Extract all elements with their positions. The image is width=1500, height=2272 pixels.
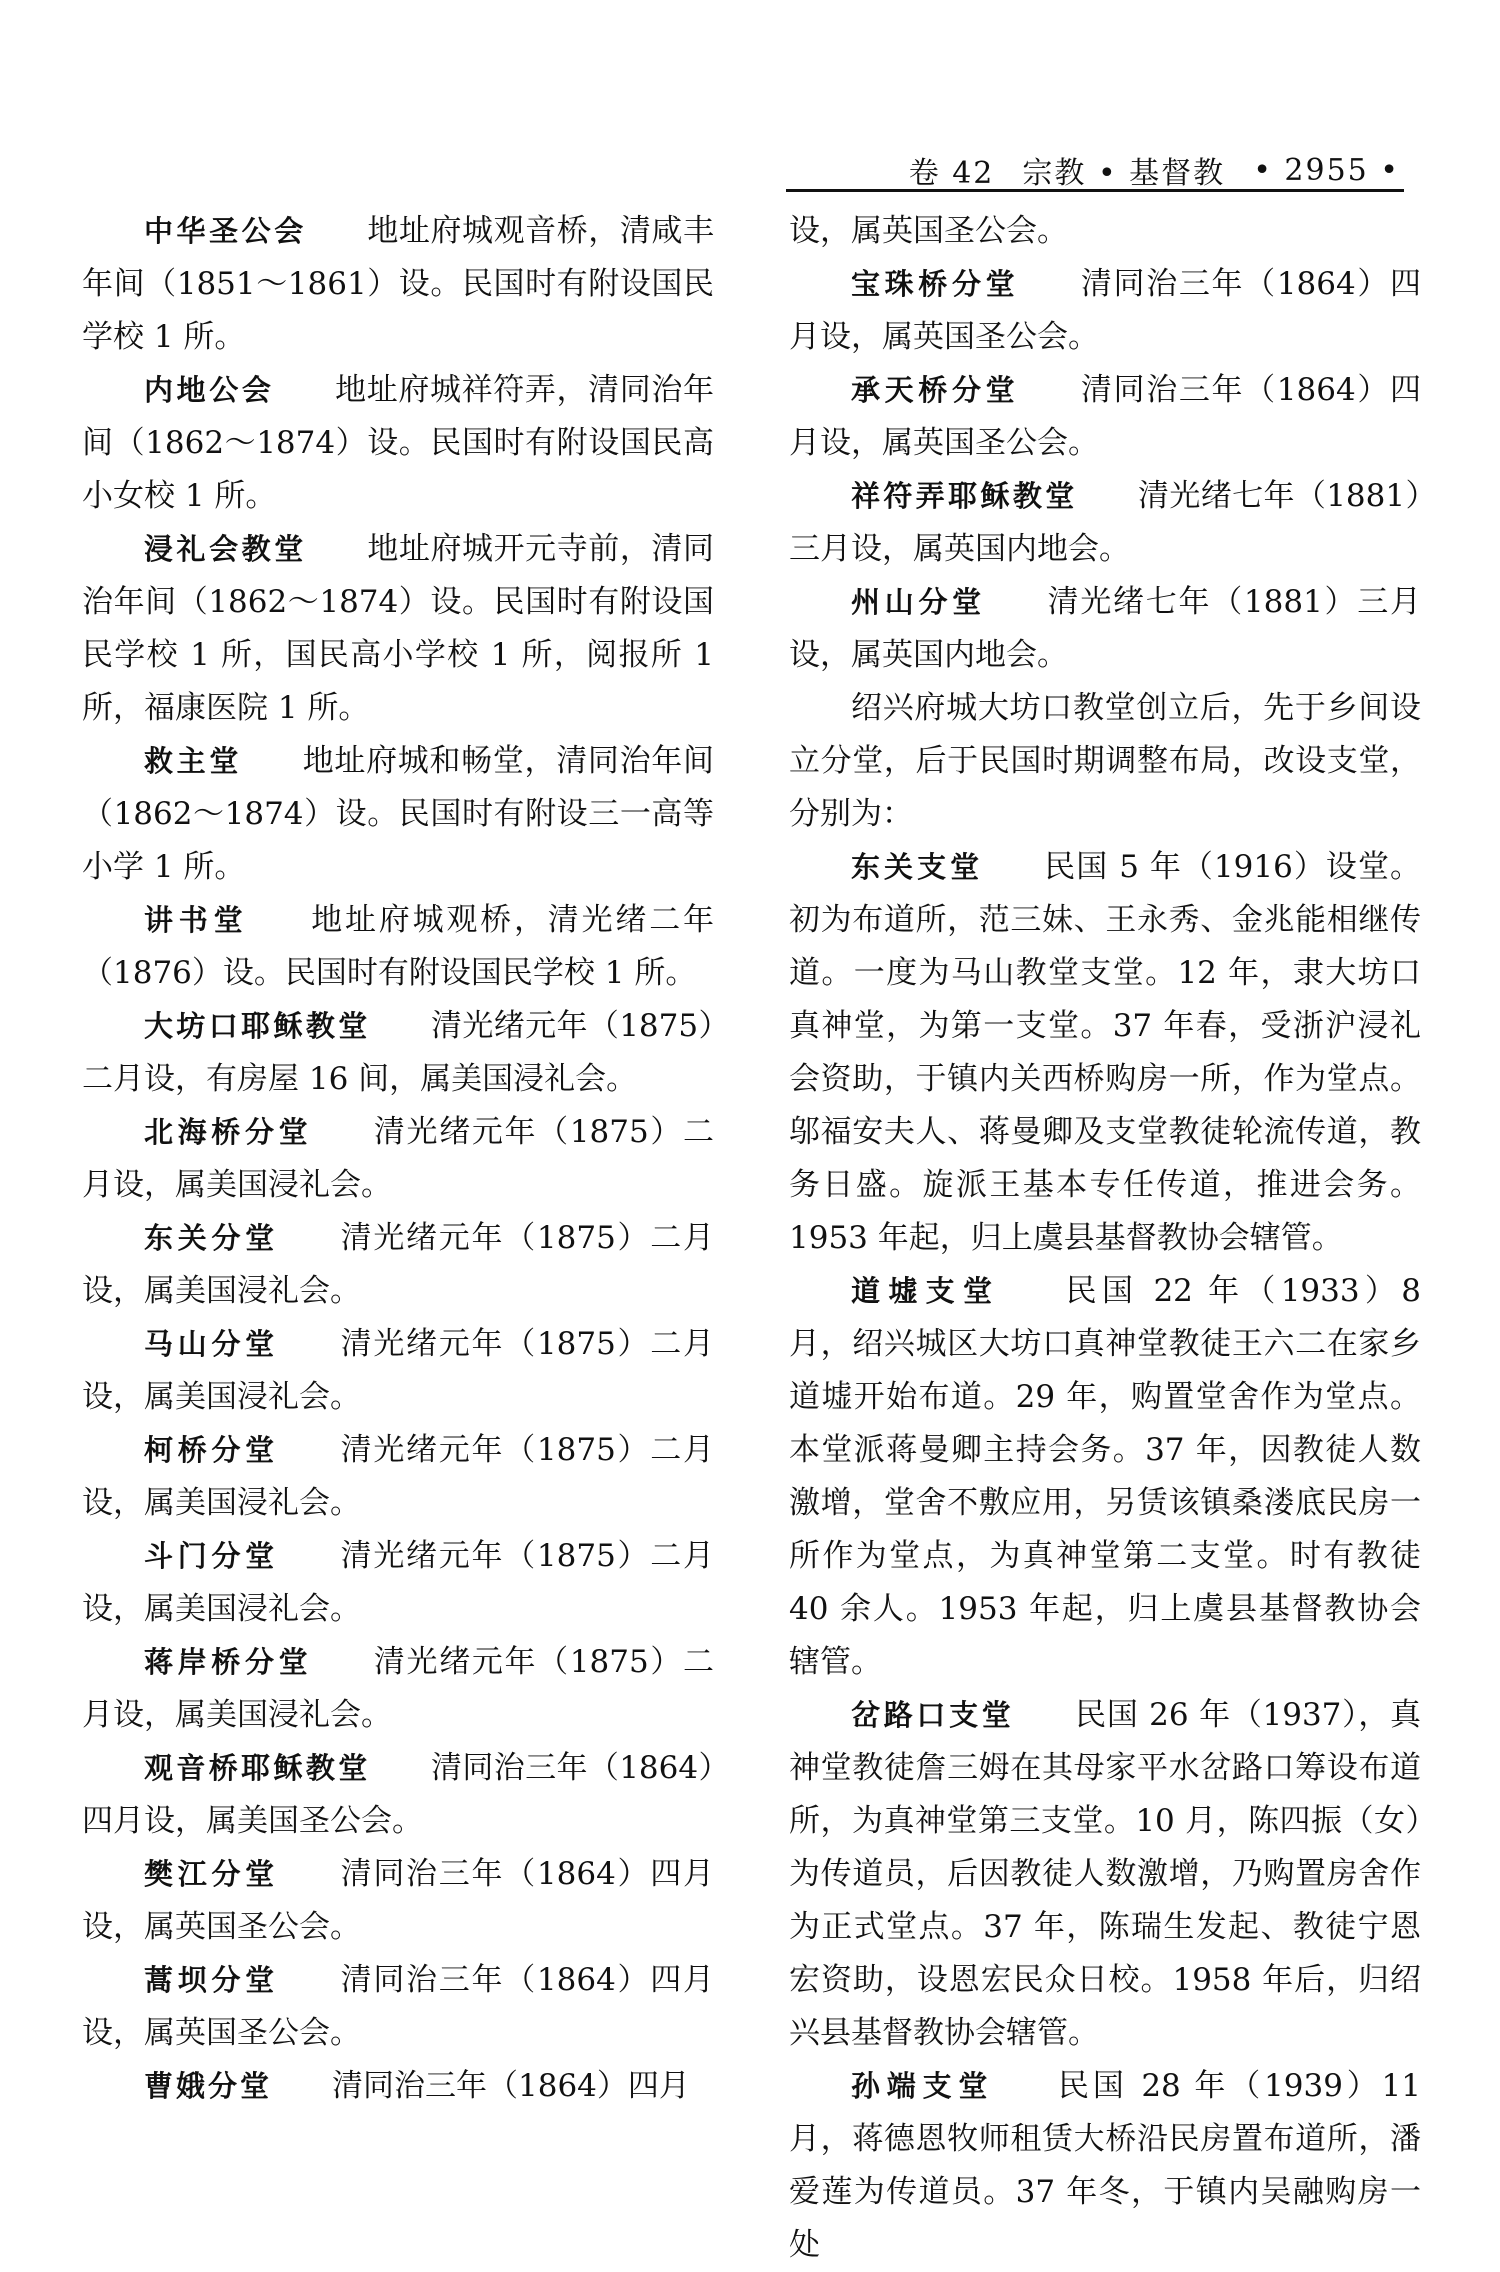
entry-title: 祥符弄耶稣教堂 — [851, 479, 1078, 513]
intro-paragraph: 绍兴府城大坊口教堂创立后，先于乡间设立分堂，后于民国时期调整布局，改设支堂，分别为： — [789, 690, 1421, 832]
entry — [82, 364, 714, 523]
entry-text: 清光绪元年（1875）二月设，有房屋 16 间，属美国浸礼会。 — [82, 1008, 714, 1097]
entry-text: 清同治三年（1864）四月 — [332, 2068, 690, 2104]
entry — [82, 735, 714, 894]
entry-title: 州山分堂 — [851, 585, 986, 619]
entry — [82, 1530, 714, 1636]
entry-title: 曹娥分堂 — [144, 2069, 273, 2103]
entry — [82, 523, 714, 735]
entry-text: 民国 28 年（1939）11 月，蒋德恩牧师租赁大桥沿民房置布道所，潘爱莲为传道员。37 年冬，于镇内吴融购房一处 — [789, 2068, 1421, 2263]
entry-title: 道墟支堂 — [851, 1274, 1001, 1308]
entry — [789, 470, 1421, 576]
entry-title: 斗门分堂 — [144, 1539, 279, 1573]
entry — [789, 1689, 1421, 2060]
entry-title: 蒋岸桥分堂 — [144, 1645, 313, 1679]
entry — [82, 1954, 714, 2060]
section-label: 宗教 • 基督教 — [1022, 156, 1226, 191]
entry-title: 观音桥耶稣教堂 — [144, 1751, 371, 1785]
entry-text: 清光绪元年（1875）二月设，属美国浸礼会。 — [82, 1432, 714, 1521]
entry — [82, 1318, 714, 1424]
entry-title: 浸礼会教堂 — [144, 532, 307, 566]
right-column — [789, 205, 1421, 2272]
entry — [789, 364, 1421, 470]
entry-text: 地址府城观桥，清光绪二年（1876）设。民国时有附设国民学校 1 所。 — [82, 902, 714, 991]
entry-title: 大坊口耶稣教堂 — [144, 1009, 371, 1043]
continuation-text: 设，属英国圣公会。 — [789, 213, 1068, 249]
entry — [82, 1848, 714, 1954]
entry-text: 清光绪元年（1875）二月设，属美国浸礼会。 — [82, 1644, 714, 1733]
entry-text: 清光绪元年（1875）二月设，属美国浸礼会。 — [82, 1326, 714, 1415]
entry-title: 东关支堂 — [851, 850, 984, 884]
page-number: • 2955 • — [1253, 152, 1400, 188]
header-rule — [786, 189, 1404, 192]
entry — [789, 1265, 1421, 1689]
entry — [789, 2060, 1421, 2272]
entry-title: 中华圣公会 — [144, 214, 307, 248]
entry-text: 地址府城祥符弄，清同治年间（1862～1874）设。民国时有附设国民高小女校 1 所。 — [82, 372, 714, 514]
entry — [82, 1424, 714, 1530]
entry-text: 地址府城观音桥，清咸丰年间（1851～1861）设。民国时有附设国民学校 1 所。 — [82, 213, 714, 355]
entry-text: 清光绪七年（1881）三月设，属英国内地会。 — [789, 584, 1421, 673]
entry-text: 地址府城开元寺前，清同治年间（1862～1874）设。民国时有附设国民学校 1 所，国民高小学校 1 所，阅报所 1 所，福康医院 1 所。 — [82, 531, 714, 726]
entry — [82, 1636, 714, 1742]
entry-title: 孙端支堂 — [851, 2069, 995, 2103]
entry-text: 地址府城和畅堂，清同治年间（1862～1874）设。民国时有附设三一高等小学 1 所。 — [82, 743, 714, 885]
entry-text: 清光绪元年（1875）二月设，属美国浸礼会。 — [82, 1114, 714, 1203]
entry-title: 樊江分堂 — [144, 1857, 279, 1891]
entry-text: 清光绪元年（1875）二月设，属美国浸礼会。 — [82, 1538, 714, 1627]
running-header — [909, 148, 1400, 192]
entry — [82, 1000, 714, 1106]
entry — [82, 894, 714, 1000]
entry-title: 马山分堂 — [144, 1327, 279, 1361]
entry — [82, 1742, 714, 1848]
entry-title: 蒿坝分堂 — [144, 1963, 279, 1997]
entry-text: 清同治三年（1864）四月设，属英国圣公会。 — [789, 266, 1421, 355]
entry-title: 承天桥分堂 — [851, 373, 1020, 407]
entry-text: 清同治三年（1864）四月设，属英国圣公会。 — [82, 1856, 714, 1945]
entry-title: 北海桥分堂 — [144, 1115, 313, 1149]
entry — [82, 205, 714, 364]
entry-text: 清同治三年（1864）四月设，属美国圣公会。 — [82, 1750, 714, 1839]
entry-title: 岔路口支堂 — [851, 1698, 1015, 1732]
entry-text: 清同治三年（1864）四月设，属英国圣公会。 — [789, 372, 1421, 461]
volume-label: 卷 42 — [908, 156, 995, 191]
entry-text: 清光绪七年（1881）三月设，属英国内地会。 — [789, 478, 1421, 567]
entry-title: 宝珠桥分堂 — [851, 267, 1020, 301]
entry — [789, 258, 1421, 364]
left-column — [82, 205, 714, 2113]
entry-text: 民国 5 年（1916）设堂。初为布道所，范三妹、王永秀、金兆能相继传道。一度为马山教堂支堂。12 年，隶大坊口真神堂，为第一支堂。37 年春，受浙沪浸礼会资助，于镇内关西桥购房一所，作为堂点。邬福安夫人、蒋曼卿及支堂教徒轮流传道，教务日盛。旋派王基本专任传道，推进会务。1953 年起，归上虞县基督教协会辖管。 — [789, 849, 1421, 1256]
entry-text: 清光绪元年（1875）二月设，属美国浸礼会。 — [82, 1220, 714, 1309]
entry-title: 内地公会 — [144, 373, 275, 407]
entry-title: 柯桥分堂 — [144, 1433, 279, 1467]
entry-text: 民国 22 年（1933）8 月，绍兴城区大坊口真神堂教徒王六二在家乡道墟开始布道。29 年，购置堂舍作为堂点。本堂派蒋曼卿主持会务。37 年，因教徒人数激增，堂舍不敷应用，另赁该镇桑溇底民房一所作为堂点，为真神堂第二支堂。时有教徒 40 余人。1953 年起，归上虞县基督教协会辖管。 — [789, 1273, 1421, 1680]
entry — [82, 1106, 714, 1212]
entry-title: 讲书堂 — [144, 903, 249, 937]
entry-title: 东关分堂 — [144, 1221, 279, 1255]
entry — [82, 2060, 714, 2113]
entry — [789, 576, 1421, 682]
entry-text: 民国 26 年（1937），真神堂教徒詹三姆在其母家平水岔路口筹设布道所，为真神堂第三支堂。10 月，陈四振（女）为传道员，后因教徒人数激增，乃购置房舍作为正式堂点。37 年，陈瑞生发起、教徒宁恩宏资助，设恩宏民众日校。1958 年后，归绍兴县基督教协会辖管。 — [789, 1697, 1421, 2051]
entry — [789, 841, 1421, 1265]
entry-text: 清同治三年（1864）四月设，属英国圣公会。 — [82, 1962, 714, 2051]
entry-title: 救主堂 — [144, 744, 243, 778]
entry — [82, 1212, 714, 1318]
